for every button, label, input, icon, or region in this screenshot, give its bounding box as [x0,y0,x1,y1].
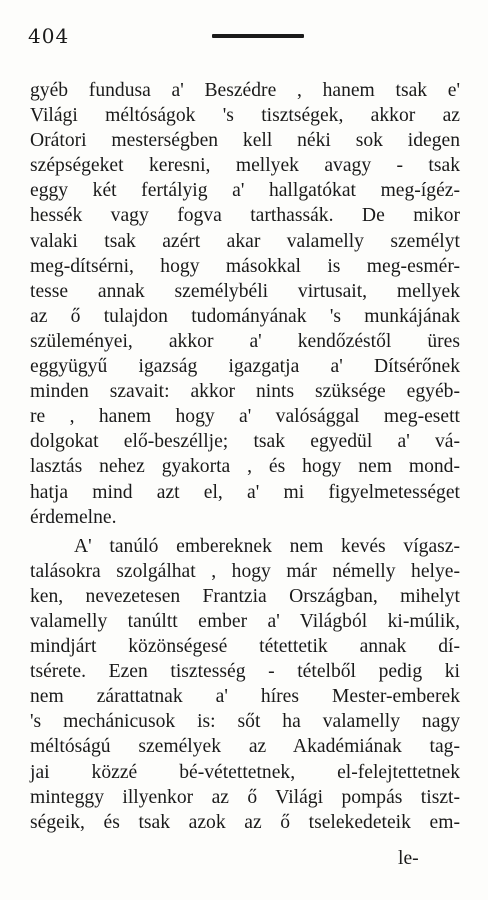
text-line: minteggy illyenkor az ő Világi pompás tiszt- [30,786,460,808]
page-number: 404 [28,24,70,48]
text-line: ken, nevezetesen Frantzia Országban, mihelyt [30,585,460,607]
text-line: hessék vagy fogva tarthassák. De mikor [30,205,460,227]
text-line: szüleményei, akkor a' kendőzéstől üres [30,330,460,352]
text-line: lasztás nehez gyakorta , és hogy nem mond- [30,456,460,478]
text-line: gyéb fundusa a' Beszédre , hanem tsak e' [30,80,460,101]
text-line: tsérete. Ezen tisztesség - tételből pedig ki [30,661,460,683]
text-line: az ő tulajdon tudományának 's munkájának [30,305,460,327]
text-line: jai közzé bé-vétettetnek, el-felejtettetnek [30,761,460,783]
text-line: A' tanúló embereknek nem kevés vígasz- [74,535,460,557]
text-line: eggyügyű igazság igazgatja a' Dítsérőnek [30,356,460,378]
text-line: méltóságú személyek az Akadémiának tag- [30,736,460,758]
text-line: 's mechánicusok is: sőt ha valamelly nagy [30,711,460,733]
text-line: valaki tsak azért akar valamelly személyt [30,230,460,252]
text-line: dolgokat elő-beszéllje; tsak egyedül a' vá- [30,431,460,453]
text-line: mindjárt közönségesé tétettetik annak dí- [30,636,460,658]
paragraph-2 [30,534,460,835]
header-rule [212,34,304,38]
text-line: Orátori mesterségben kell néki sok idegen [30,130,460,152]
body-text [30,78,460,835]
text-line: ségeik, és tsak azok az ő tselekedeteik em- [30,811,460,833]
text-line: szépségeket keresni, mellyek avagy - tsak [30,155,460,177]
catchword: le- [398,848,419,869]
paragraph-1 [30,78,460,530]
text-line: talásokra szolgálhat , hogy már némelly helye- [30,560,460,582]
text-line: meg-dítsérni, hogy másokkal is meg-esmér- [30,255,460,277]
text-line: eggy két fertályig a' hallgatókat meg-ígéz- [30,180,460,202]
text-line: érdemelne. [30,506,117,528]
text-line: hatja mind azt el, a' mi figyelmetességet [30,481,460,503]
text-line: valamelly tanúltt ember a' Világból ki-múlik, [30,610,460,632]
text-line: nem zárattatnak a' híres Mester-emberek [30,686,460,708]
text-line: minden szavait: akkor nints szükségе egyéb- [30,381,460,403]
text-line: re , hanem hogy a' valósággal meg-esett [30,406,460,428]
text-line: tesse annak személybéli virtusait, mellyek [30,280,460,302]
text-line: Világi méltóságok 's tisztségek, akkor az [30,105,460,127]
